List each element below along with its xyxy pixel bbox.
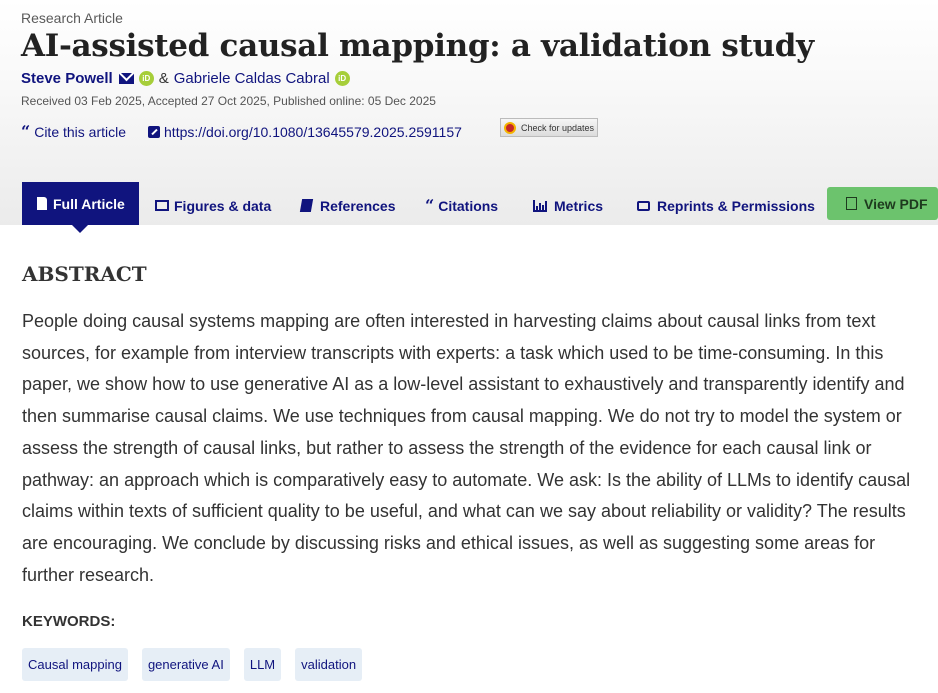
- article-type: Research Article: [21, 10, 123, 26]
- tab-label: References: [320, 197, 396, 214]
- quote-icon: “: [21, 122, 31, 141]
- email-icon[interactable]: [119, 73, 134, 84]
- view-pdf-label: View PDF: [864, 195, 928, 212]
- article-title: AI-assisted causal mapping: a validation study: [21, 28, 814, 64]
- abstract-heading: ABSTRACT: [22, 262, 147, 286]
- tab-label: Full Article: [53, 195, 125, 212]
- tab-label: Reprints & Permissions: [657, 197, 815, 214]
- check-for-updates-label: Check for updates: [521, 122, 595, 133]
- keyword-tag[interactable]: Causal mapping: [22, 648, 128, 681]
- author-link[interactable]: Gabriele Caldas Cabral: [173, 70, 330, 87]
- orcid-icon[interactable]: iD: [335, 71, 350, 86]
- orcid-icon[interactable]: iD: [139, 71, 154, 86]
- tab-label: Figures & data: [174, 197, 272, 214]
- doi-link[interactable]: [148, 124, 462, 140]
- keyword-tag[interactable]: generative AI: [142, 648, 230, 681]
- tab-reprints-permissions[interactable]: [637, 186, 815, 225]
- external-link-icon: [148, 126, 160, 138]
- article-links: [21, 124, 462, 140]
- tab-figures-data[interactable]: [155, 186, 271, 225]
- author-link[interactable]: Steve Powell: [21, 70, 113, 87]
- article-tabs: [0, 180, 938, 225]
- tab-citations[interactable]: [425, 186, 498, 225]
- image-icon: [155, 200, 169, 211]
- author-list: [21, 70, 350, 87]
- author-separator: &: [158, 70, 169, 87]
- publication-history: Received 03 Feb 2025, Accepted 27 Oct 2025, Published online: 05 Dec 2025: [21, 94, 436, 108]
- print-icon: [637, 201, 650, 211]
- cite-article-link[interactable]: [21, 124, 126, 140]
- keyword-tag[interactable]: validation: [295, 648, 362, 681]
- tab-label: Citations: [438, 197, 499, 214]
- keywords-label: KEYWORDS:: [22, 613, 116, 630]
- keyword-list: [22, 648, 376, 681]
- doi-text: https://doi.org/10.1080/13645579.2025.2591157: [164, 124, 462, 140]
- cite-article-label: Cite this article: [34, 124, 127, 140]
- document-icon: [37, 197, 47, 210]
- keyword-tag[interactable]: LLM: [244, 648, 281, 681]
- pdf-icon: [846, 197, 857, 210]
- view-pdf-button[interactable]: [827, 187, 938, 220]
- crossmark-icon: [504, 122, 516, 134]
- book-icon: [300, 199, 313, 212]
- tab-references[interactable]: [301, 186, 396, 225]
- tab-metrics[interactable]: [533, 186, 603, 225]
- bar-chart-icon: [533, 200, 547, 212]
- tab-full-article[interactable]: [22, 182, 139, 225]
- check-for-updates-button[interactable]: [500, 118, 598, 137]
- tab-label: Metrics: [554, 197, 604, 214]
- abstract-text: People doing causal systems mapping are often interested in harvesting claims about causal links from text sources, for example from interview transcripts with experts: a task which used to be time-consuming. In this paper, we show how to use generative AI as a low-level assistant to exhaustively and transparently identify and then summarise causal claims. We use techniques from causal mapping. We do not try to model the system or assess the strength of causal links, but rather to assess the strength of the evidence for each causal link or pathway: an approach which is comparatively easy to automate. We ask: Is the ability of LLMs to identify causal claims within texts of sufficient quality to be useful, and what can we say about reliability or validity? The results are encouraging. We conclude by discussing risks and ethical issues, as well as suggesting some areas for further research.: [22, 311, 911, 585]
- quote-icon: “: [425, 195, 435, 215]
